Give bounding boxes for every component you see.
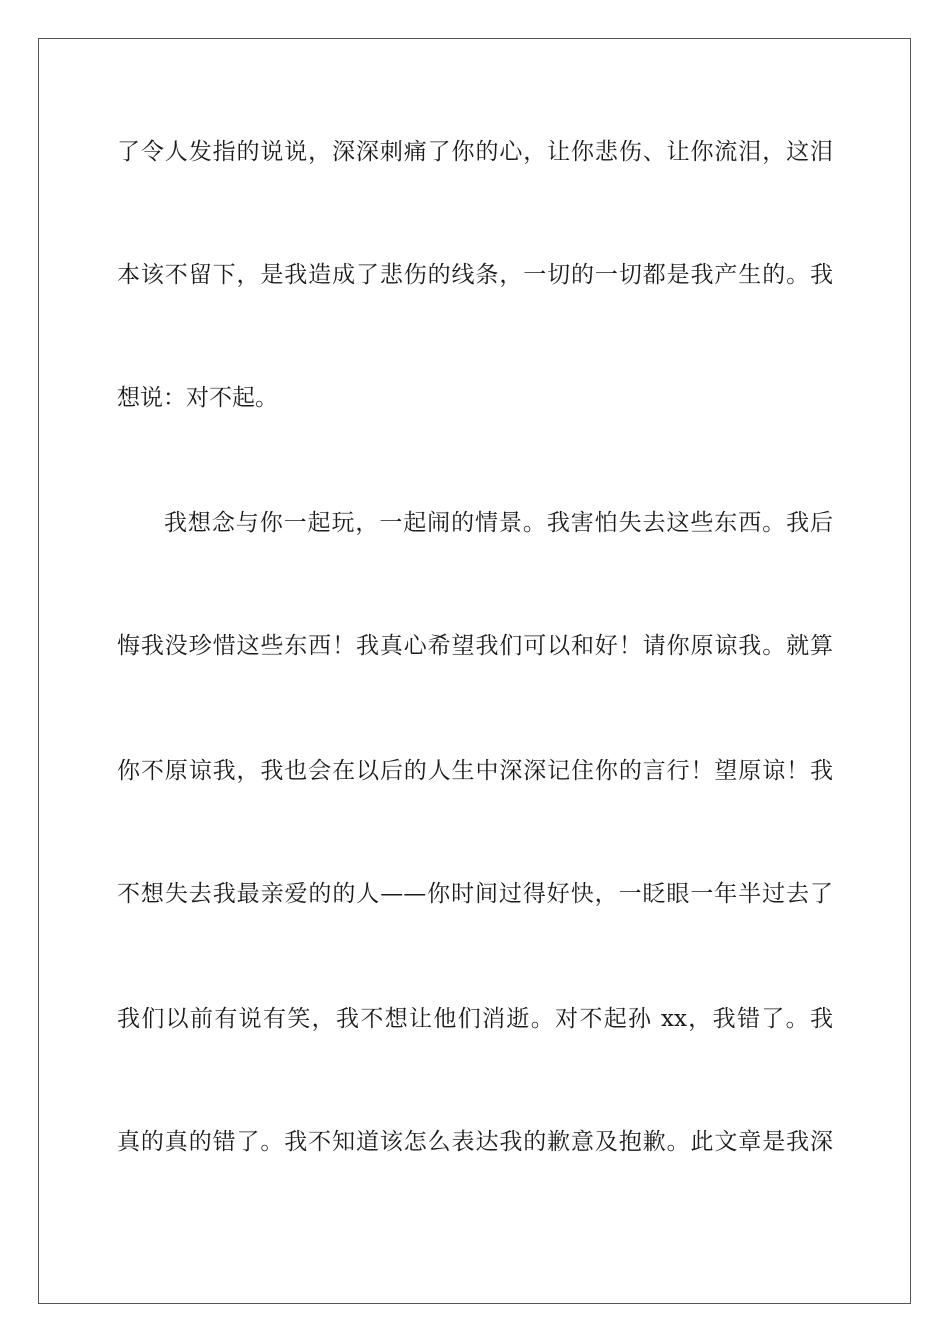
text-line-3: 想说：对不起。 [117,385,278,411]
text-line-6: 你不原谅我，我也会在以后的人生中深深记住你的言行！望原谅！我 [117,758,833,784]
text-line-9: 真的真的错了。我不知道该怎么表达我的歉意及抱歉。此文章是我深 [117,1129,833,1155]
text-line-4: 我想念与你一起玩，一起闹的情景。我害怕失去这些东西。我后 [164,510,833,536]
text-line-2: 本该不留下，是我造成了悲伤的线条，一切的一切都是我产生的。我 [117,262,833,288]
page-border [38,38,911,1304]
text-line-5: 悔我没珍惜这些东西！我真心希望我们可以和好！请你原谅我。就算 [117,633,833,659]
text-line-8: 我们以前有说有笑，我不想让他们消逝。对不起孙 xx，我错了。我 [117,1006,833,1032]
text-line-1: 了令人发指的说说，深深刺痛了你的心，让你悲伤、让你流泪，这泪 [117,139,833,165]
text-line-7: 不想失去我最亲爱的的人——你时间过得好快，一眨眼一年半过去了 [117,881,833,907]
